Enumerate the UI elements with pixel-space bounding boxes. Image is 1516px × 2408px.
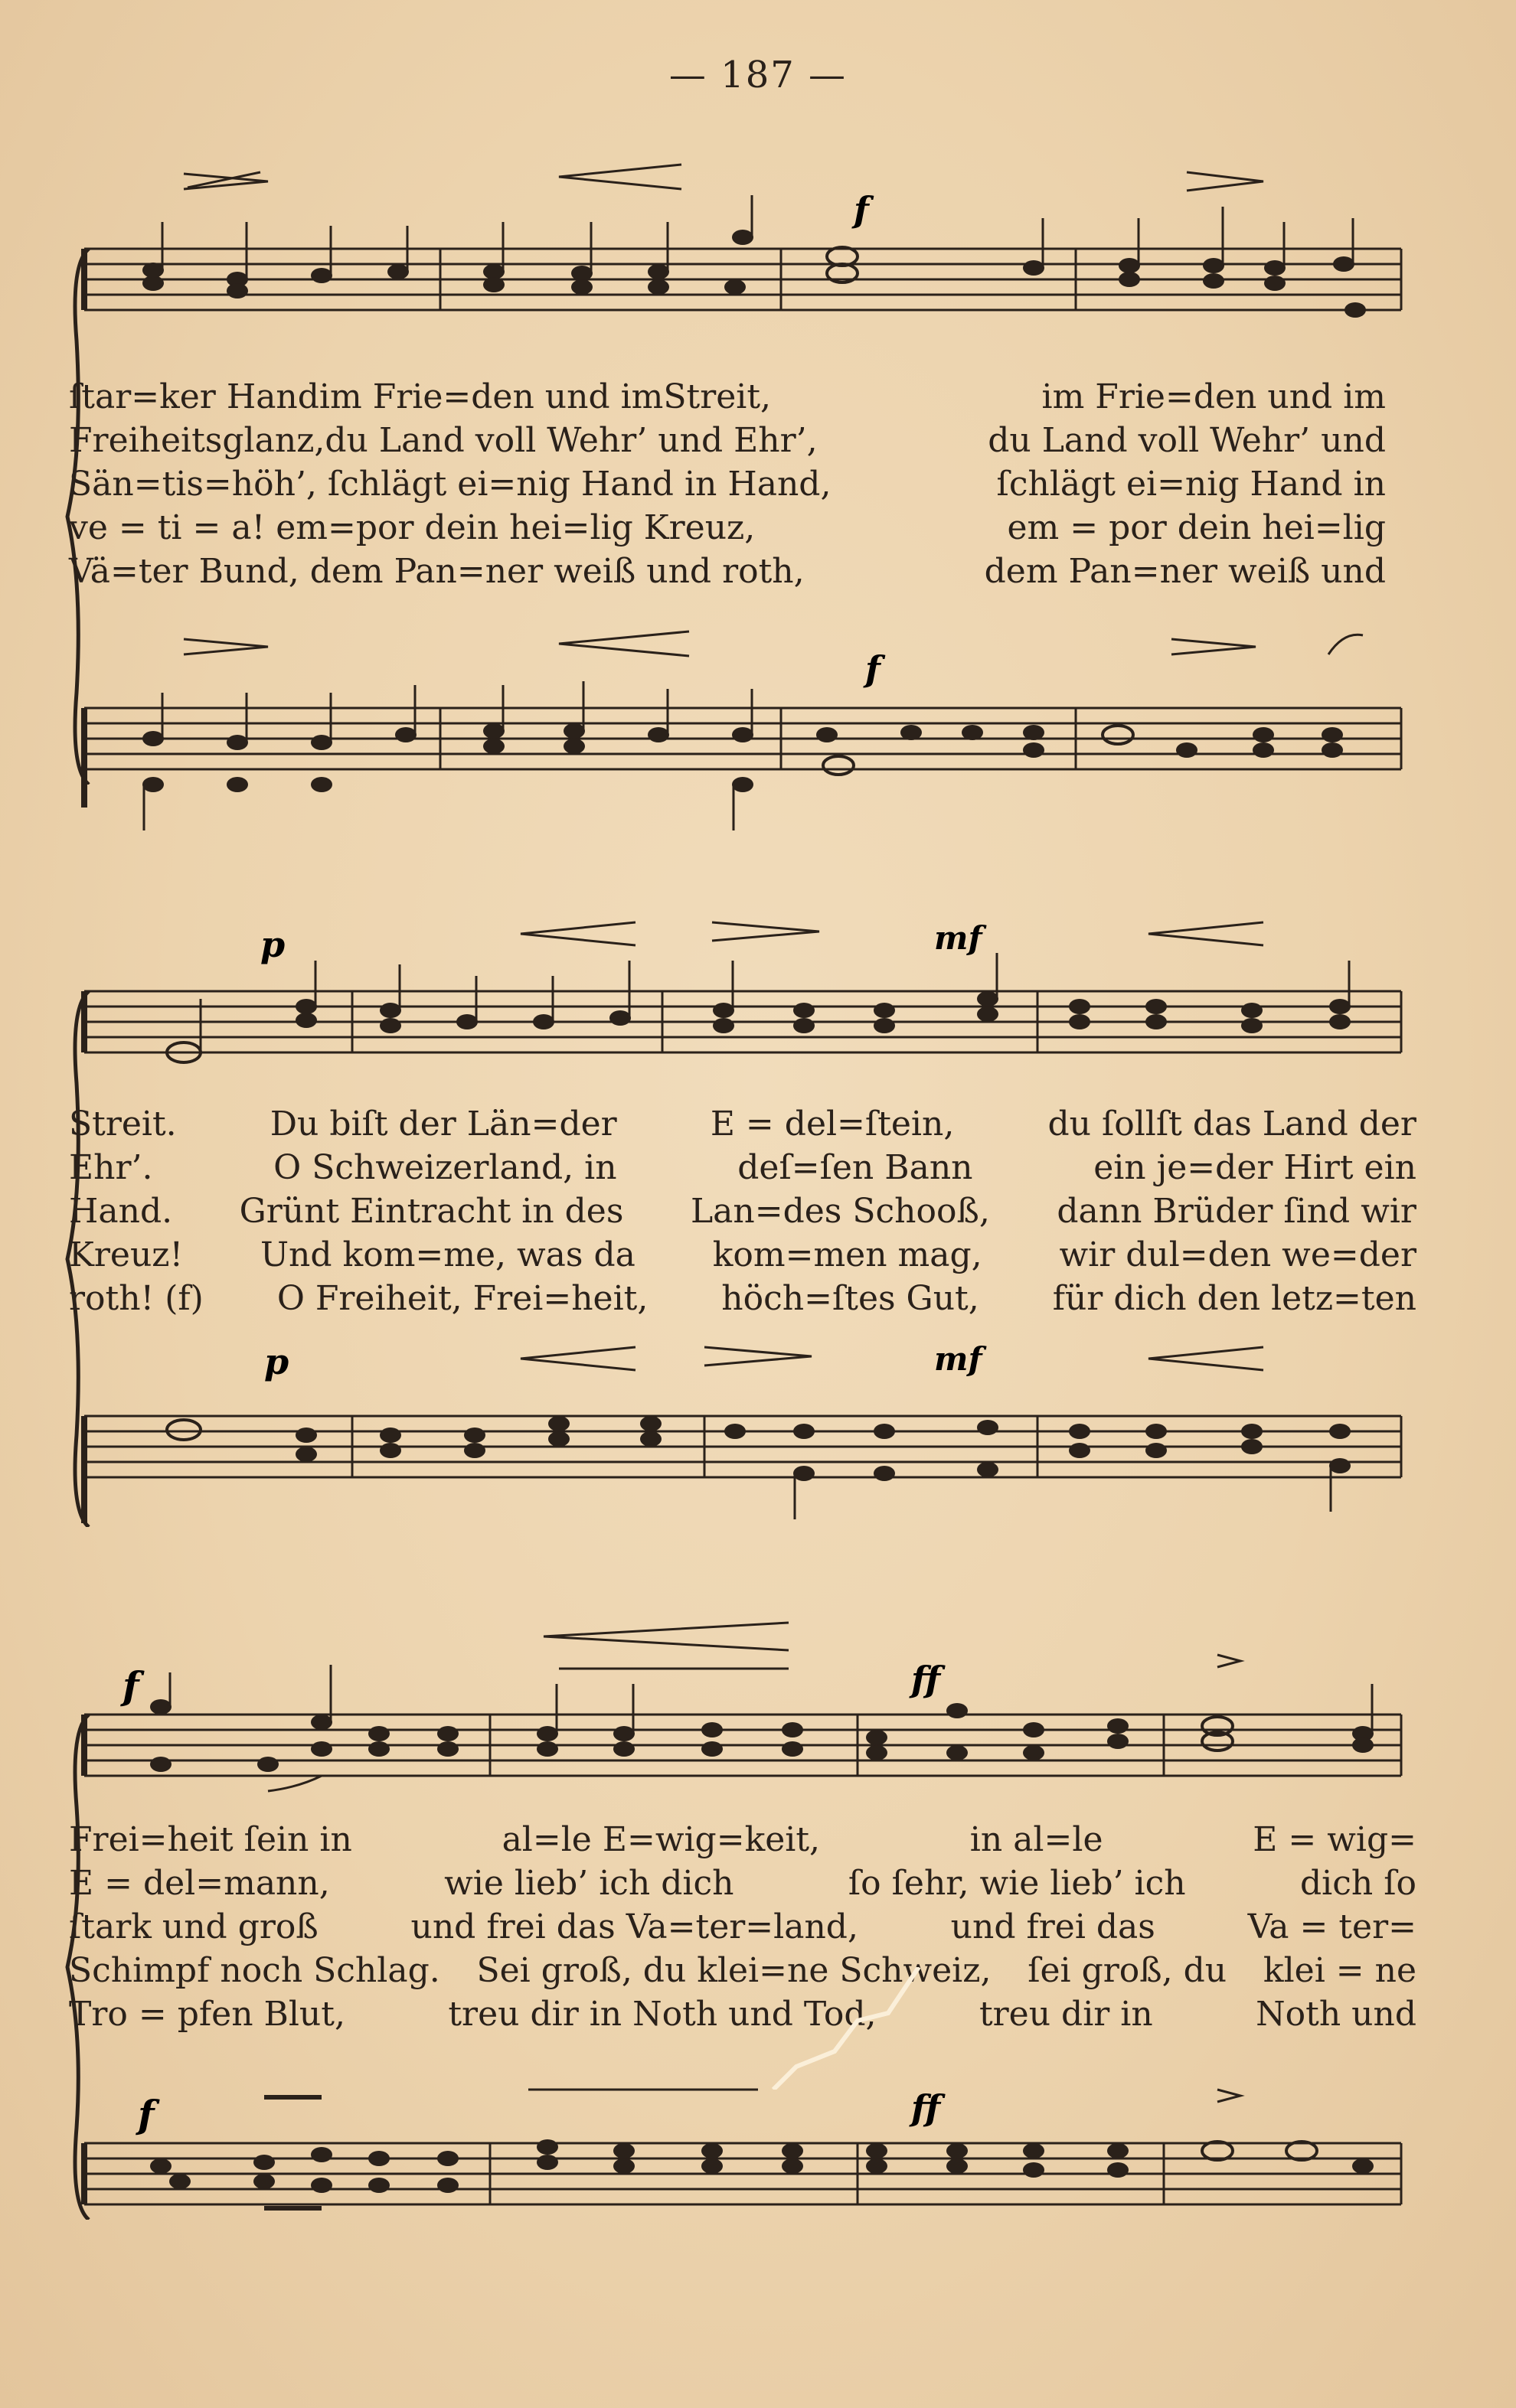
system-brace	[63, 991, 93, 1527]
page-number: — 187 —	[668, 54, 848, 96]
lyric-line: Streit. Du biſt der Län=der E = del=ſtein, du ſollſt das Land der	[69, 1104, 1416, 1144]
lyric-line: Ehr’. O Schweizerland, in deſ=ſen Bann ein je=der Hirt ein	[69, 1148, 1416, 1187]
lyric-line: ve = ti = a! em=por dein hei=lig Kreuz, em = por dein hei=lig	[69, 508, 1386, 547]
upper-staff	[69, 907, 1416, 1106]
lyric-line: Hand. Grünt Eintracht in des Lan=des Schooß, dann Brüder ſind wir	[69, 1192, 1416, 1231]
lyrics-block-2	[69, 1102, 1416, 1320]
dynamic-marking: ff	[911, 1659, 941, 1700]
decrescendo	[184, 174, 268, 189]
upper-staff	[69, 149, 1416, 379]
dynamic-marking: p	[264, 1341, 289, 1382]
lyric-line: Frei=heit ſein in al=le E=wig=keit, in al=le E = wig=	[69, 1820, 1416, 1859]
dynamic-marking: f	[123, 1663, 139, 1708]
dynamic-marking: mf	[934, 919, 982, 957]
lyric-line: ſtark und groß und frei das Va=ter=land, und frei das Va = ter=	[69, 1907, 1416, 1946]
lyric-line: roth! (f) O Freiheit, Frei=heit, höch=ſtes Gut, für dich den letz=ten	[69, 1279, 1416, 1318]
paper-tear	[766, 1967, 934, 2090]
lyric-line: Tro = pfen Blut, treu dir in Noth und Tod, treu dir in Noth und	[69, 1995, 1416, 2034]
lyric-line: ſtar=ker Handim Frie=den und imStreit, im Frie=den und im	[69, 377, 1386, 416]
lyric-line: Vä=ter Bund, dem Pan=ner weiß und roth, dem Pan=ner weiß und	[69, 552, 1386, 591]
lower-staff	[69, 2044, 1416, 2243]
dynamic-marking: p	[260, 924, 286, 965]
upper-staff	[69, 1607, 1416, 1806]
lyric-line: Schimpf noch Schlag. Sei groß, du klei=ne Schweiz, ſei groß, du klei = ne	[69, 1951, 1416, 1990]
lyric-line: Freiheitsglanz,du Land voll Wehr’ und Ehr’, du Land voll Wehr’ und	[69, 421, 1386, 460]
dynamic-marking: f	[854, 189, 869, 230]
dynamic-marking: ff	[911, 2087, 941, 2129]
lyric-line: Sän=tis=höh’, ſchlägt ei=nig Hand in Hand, ſchlägt ei=nig Hand in	[69, 465, 1386, 504]
dynamic-marking: f	[865, 648, 881, 690]
lower-staff	[69, 601, 1416, 861]
dynamic-marking: f	[138, 2092, 155, 2137]
lyric-line: E = del=mann, wie lieb’ ich dich ſo ſehr, wie lieb’ ich dich ſo	[69, 1864, 1416, 1903]
system-brace	[63, 249, 93, 785]
lyrics-block-1	[69, 375, 1416, 593]
dynamic-marking: mf	[934, 1340, 982, 1378]
system-brace	[63, 1715, 93, 2220]
lower-staff	[69, 1324, 1416, 1538]
lyric-line: Kreuz! Und kom=me, was da kom=men mag, wir dul=den we=der	[69, 1235, 1416, 1274]
lyrics-block-3	[69, 1818, 1416, 2036]
